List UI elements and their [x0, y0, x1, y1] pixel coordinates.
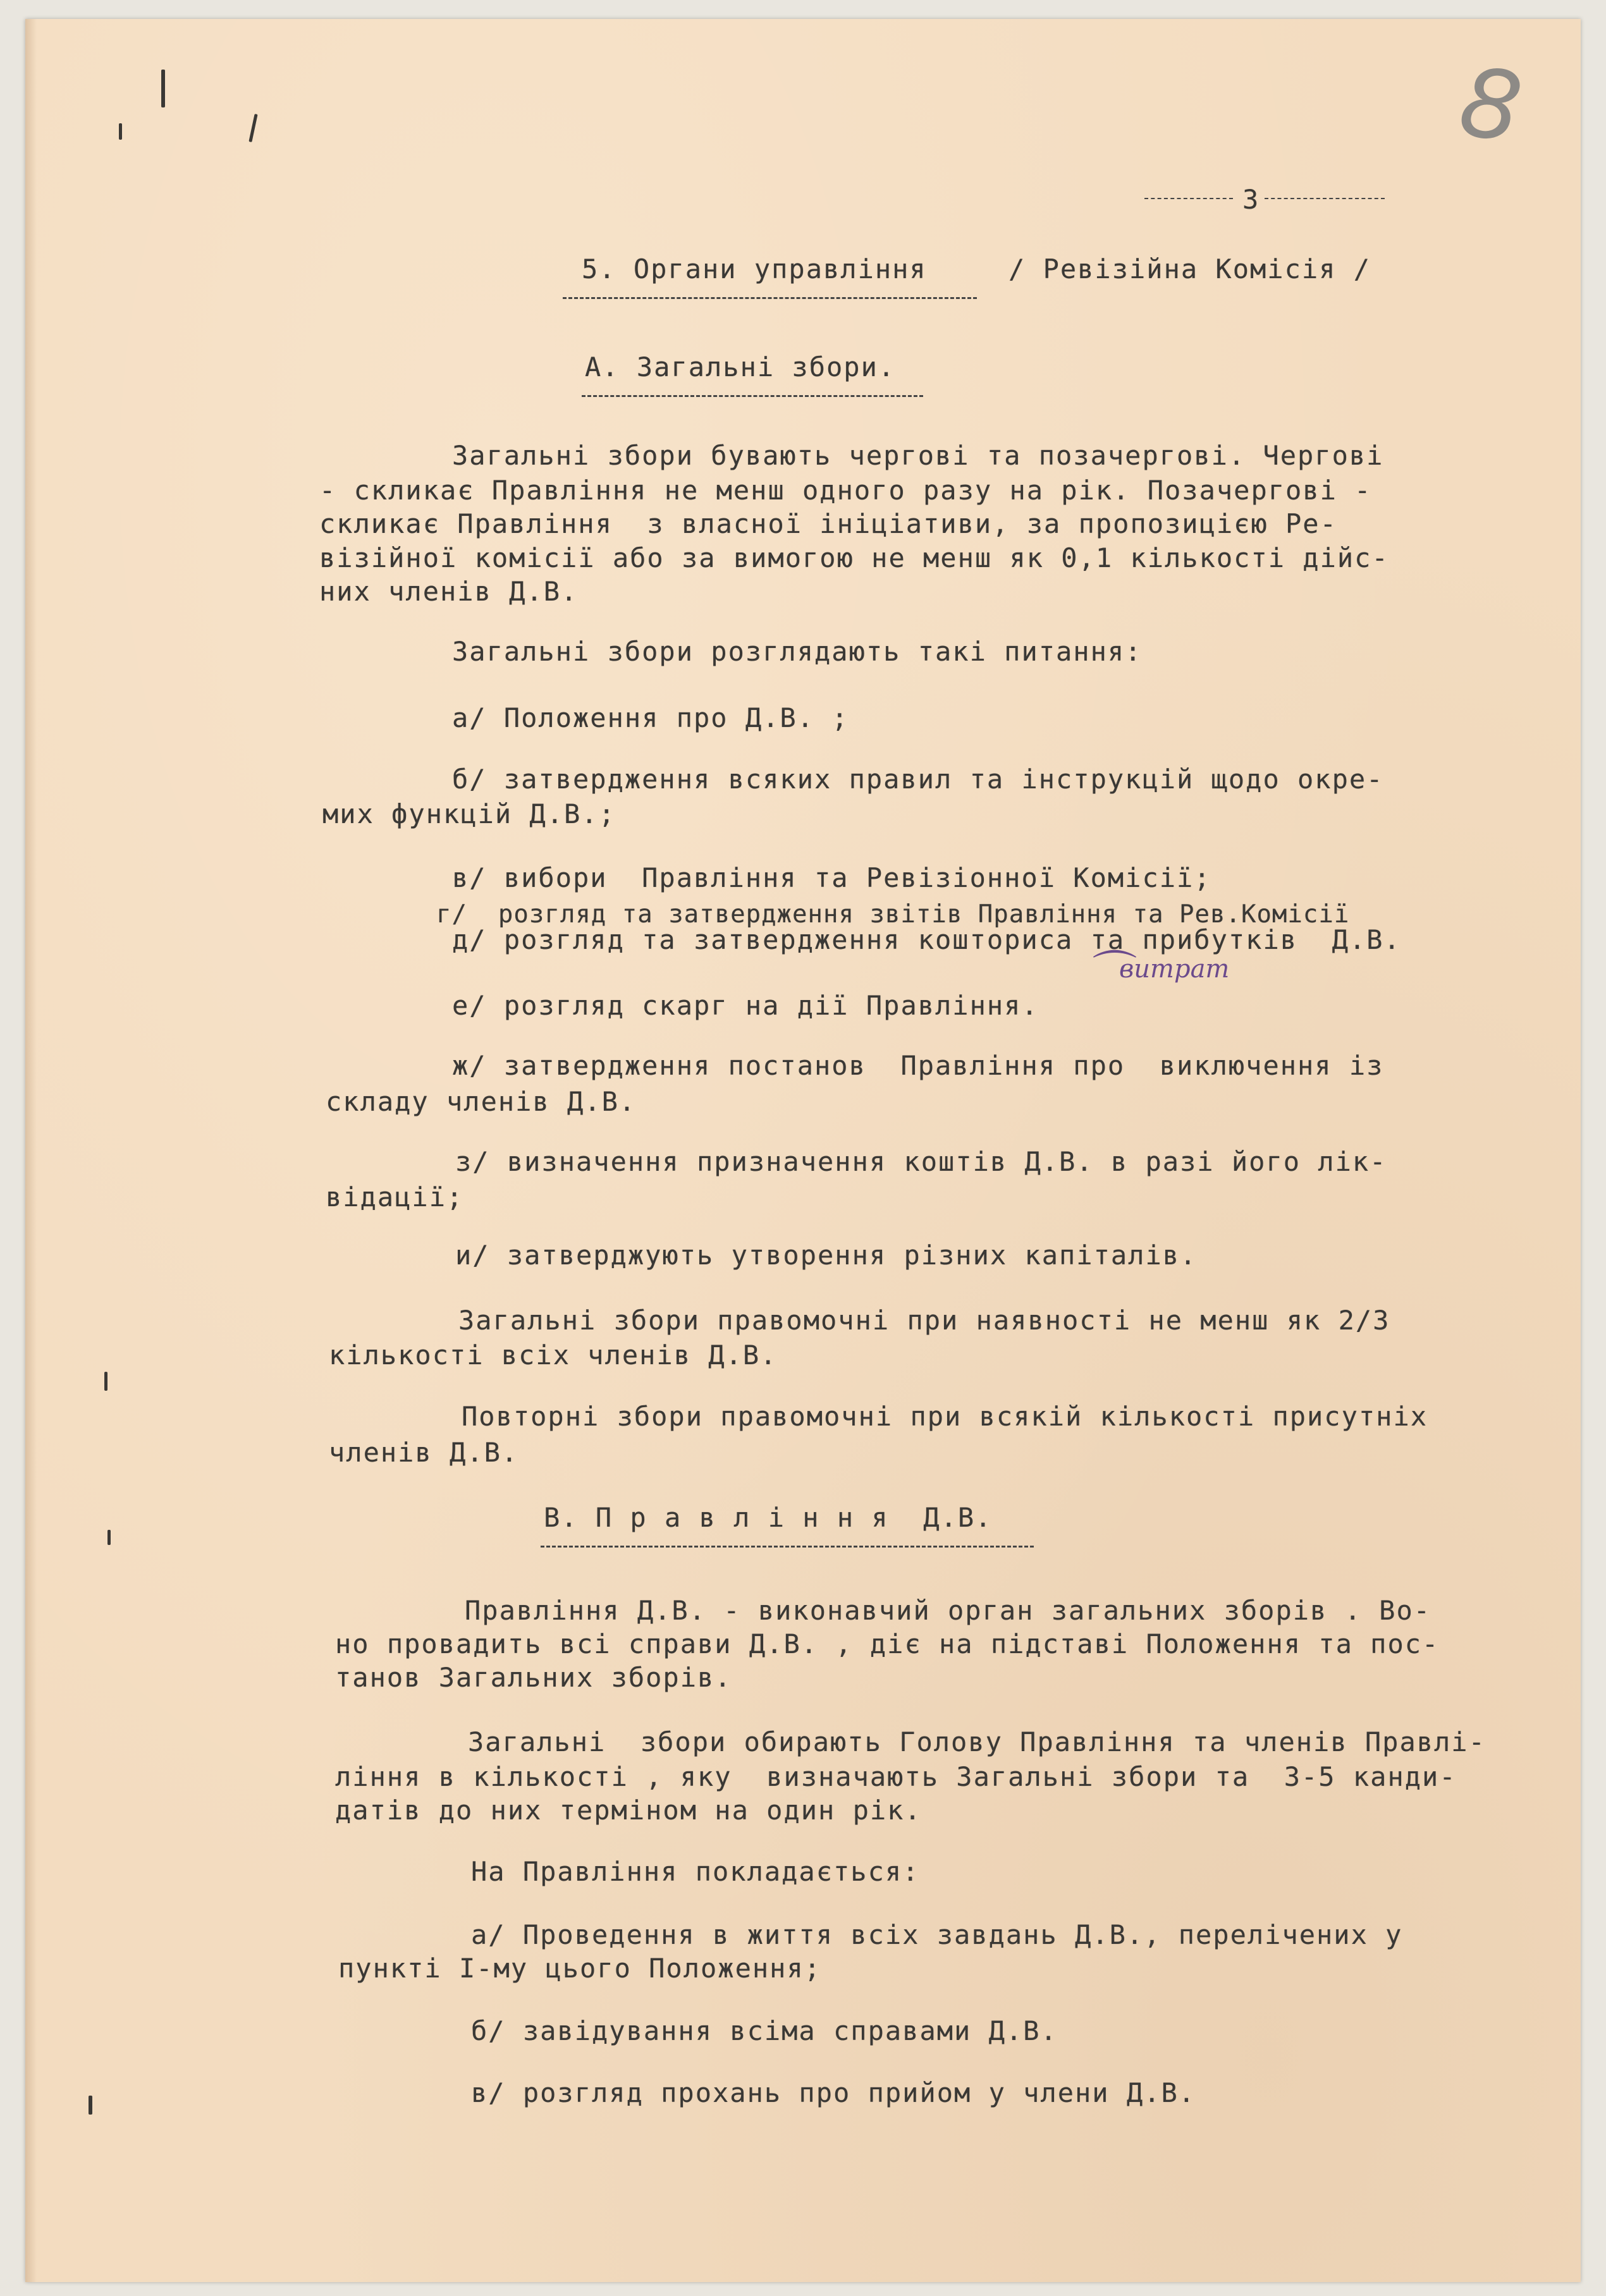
paragraph-line: них членів Д.В. — [319, 576, 579, 607]
margin-mark — [104, 1372, 107, 1391]
margin-mark — [119, 123, 122, 140]
margin-mark — [161, 70, 165, 107]
subsection-b-underline — [541, 1546, 1034, 1548]
list-item-continuation: пункті І-му цього Положення; — [338, 1953, 822, 1984]
paragraph-line: членів Д.В. — [329, 1437, 519, 1468]
section-heading-suffix: / Ревізійна Комісія / — [1008, 253, 1371, 284]
handwritten-caret: ⌒ — [1093, 946, 1137, 998]
list-item-continuation: мих функцій Д.В.; — [322, 798, 616, 829]
paragraph-line: Правління Д.В. - виконавчий орган загальних зборів . Во- — [465, 1595, 1431, 1626]
subsection-a-underline — [582, 395, 923, 397]
archive-folio-number: 8 — [1453, 47, 1529, 164]
list-item: б/ завідування всіма справами Д.В. — [471, 2015, 1058, 2046]
heading-underline — [563, 297, 977, 299]
list-item: а/ Проведення в життя всіх завдань Д.В., перелічених у — [471, 1919, 1403, 1950]
list-item: з/ визначення призначення коштів Д.В. в разі його лік- — [455, 1146, 1387, 1177]
paragraph-line: танов Загальних зборів. — [335, 1662, 732, 1693]
page-edge-shadow — [25, 19, 37, 2282]
list-item: б/ затвердження всяких правил та інструкцій щодо окре- — [452, 764, 1384, 795]
list-item: д/ розгляд та затвердження кошториса та прибутків Д.В. — [452, 924, 1401, 955]
paragraph-line: Загальні збори бувають чергові та позачергові. Чергові — [452, 440, 1384, 471]
paragraph-line: датів до них терміном на один рік. — [335, 1795, 922, 1826]
page-number-dash — [1265, 198, 1385, 199]
list-item: ж/ затвердження постанов Правління про виключення із — [452, 1050, 1384, 1081]
list-item: г/ розгляд та затвердження звітів Правління та Рев.Комісії — [436, 900, 1350, 929]
page-number: 3 — [1242, 184, 1260, 215]
list-item: а/ Положення про Д.В. ; — [452, 702, 849, 733]
subsection-b-title: В. П р а в л і н н я Д.В. — [544, 1502, 993, 1533]
list-intro: На Правління покладається: — [471, 1856, 920, 1887]
paragraph-line: скликає Правління з власної ініціативи, за пропозицією Ре- — [319, 508, 1337, 539]
paragraph-line: - скликає Правління не менш одного разу на рік. Позачергові - — [319, 475, 1372, 506]
list-item: и/ затверджують утворення різних капіталів. — [455, 1240, 1198, 1271]
margin-mark — [89, 2096, 92, 2115]
paragraph-line: ління в кількості , яку визначають Загальні збори та 3-5 канди- — [335, 1761, 1457, 1792]
list-item-continuation: відації; — [326, 1182, 464, 1212]
paragraph-line: Повторні збори правомочні при всякій кількості присутніх — [462, 1401, 1428, 1432]
subsection-a-title: А. Загальні збори. — [585, 351, 896, 382]
list-item: в/ розгляд прохань про прийом у члени Д.В. — [471, 2077, 1196, 2108]
list-item: е/ розгляд скарг на дії Правління. — [452, 990, 1039, 1021]
section-heading: 5. Органи управління — [582, 253, 927, 284]
list-item: в/ вибори Правління та Ревізіонної Комісії; — [452, 862, 1211, 893]
list-item-continuation: складу членів Д.В. — [326, 1086, 637, 1117]
paragraph-line: Загальні збори правомочні при наявності не менш як 2/3 — [458, 1305, 1390, 1336]
margin-mark — [107, 1530, 111, 1545]
handwritten-insertion: витрат — [1119, 955, 1230, 984]
paragraph-line: візійної комісії або за вимогою не менш як 0,1 кількості дійс- — [319, 542, 1389, 573]
paragraph-line: кількості всіх членів Д.В. — [329, 1340, 778, 1371]
paragraph-line: Загальні збори обирають Голову Правління та членів Правлі- — [468, 1726, 1486, 1757]
paragraph-line: но провадить всі справи Д.В. , діє на підставі Положення та пос- — [335, 1628, 1440, 1659]
list-intro: Загальні збори розглядають такі питання: — [452, 636, 1143, 667]
page-number-dash — [1144, 198, 1233, 199]
